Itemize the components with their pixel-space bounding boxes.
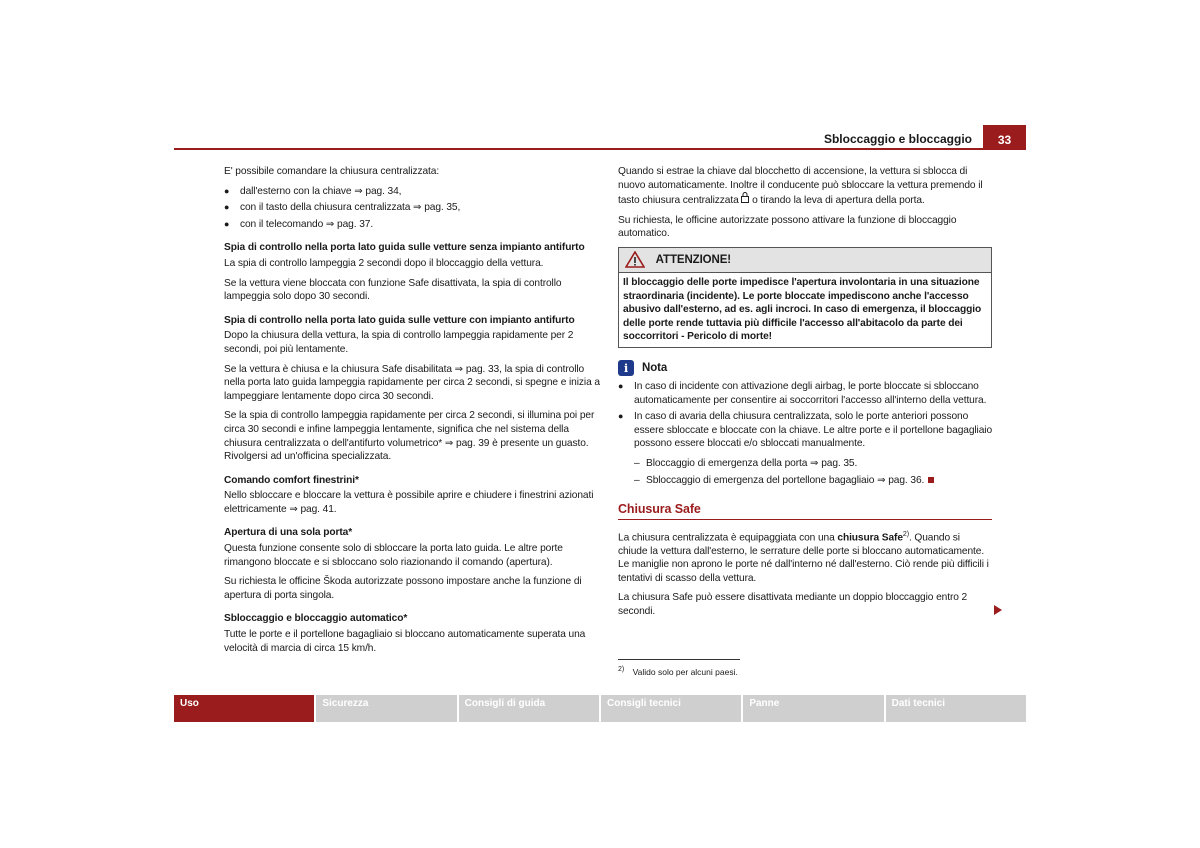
warning-text: Il bloccaggio delle porte impedisce l'apertura involontaria in una situazione straordinaria (incidente). Le porte bloccate impediscono anche l'accesso abusivo dall'esterno, ad es. agli incroci. In caso di emergenza, il bloccaggio delle porte rende tuttavia più difficile l'accesso all'abitacolo da parte dei soccorritori - Pericolo di morte! [619,272,991,347]
list-item: ● dall'esterno con la chiave ⇒ pag. 34, [224,185,600,199]
paragraph: Se la vettura è chiusa e la chiusura Safe disabilitata ⇒ pag. 33, la spia di controllo nella porta lato guida lampeggia rapidamente per circa 2 secondi, si spegne e inizia a lampeggiare lentamente dopo circa 30 secondi. [224,363,600,402]
note-title: Nota [642,361,668,374]
section-heading: Comando comfort finestrini* [224,474,359,486]
paragraph: Questa funzione consente solo di sbloccare la porta lato guida. Le altre porte rimangono bloccate e si sbloccano solo riazionando il comando (apertura). [224,543,563,568]
list-item [618,474,992,488]
method-list [224,185,600,232]
header-rule [174,148,1026,150]
list-item: ● con il telecomando ⇒ pag. 37. [224,218,600,232]
page-number: 33 [983,125,1026,150]
lock-key-icon [741,195,752,206]
paragraph: Dopo la chiusura della vettura, la spia di controllo lampeggia rapidamente per 2 secondi, poi più lentamente. [224,330,574,355]
tab-consigli-tecnici[interactable]: Consigli tecnici [601,695,741,722]
note-sublist [618,457,992,487]
info-icon: i [618,360,634,376]
note-list [618,380,992,451]
paragraph [618,165,992,208]
tab-uso[interactable]: Uso [174,695,314,722]
paragraph [618,528,992,586]
paragraph: Se la vettura viene bloccata con funzione Safe disattivata, la spia di controllo lampeggia solo dopo 30 secondi. [224,277,562,303]
section-heading: Spia di controllo nella porta lato guida sulle vetture senza impianto antifurto [224,242,585,254]
paragraph-part: . Quando si chiude la vettura dall'esterno, le serrature delle porte si bloccano automaticamente. Le maniglie non aprono le porte né dall'interno né dall'esterno. Ciò rende più difficili i tentativi di scasso della vettura. [618,532,989,584]
list-item: ● In caso di incidente con attivazione degli airbag, le porte bloccate si sbloccano automaticamente per consentire ai soccorritori l'accesso all'interno della vettura. [618,380,992,407]
warning-title: ATTENZIONE! [655,253,732,266]
paragraph: La chiusura Safe può essere disattivata mediante un doppio bloccaggio entro 2 secondi. [618,592,968,618]
section-heading: Apertura di una sola porta* [224,527,353,539]
list-item-text: Sbloccaggio di emergenza del portellone bagagliaio ⇒ pag. 36. [646,474,925,486]
footnote-rule [618,659,740,660]
section-heading: Sbloccaggio e bloccaggio automatico* [224,613,408,625]
chapter-tabs [174,695,1026,722]
paragraph-part: Quando si estrae la chiave dal blocchetto di accensione, la vettura si sblocca di nuovo automaticamente. Inoltre il conducente può sbloccare la vettura premendo il tasto chiusura centralizzata [618,166,983,207]
tab-sicurezza[interactable]: Sicurezza [316,695,456,722]
continue-arrow-icon [994,605,1002,615]
warning-box [618,247,992,348]
intro-text: E' possibile comandare la chiusura centralizzata: [224,166,440,177]
right-column [618,165,992,625]
paragraph-part: La chiusura centralizzata è equipaggiata con una [618,532,835,544]
footnote [618,666,738,677]
warning-triangle-icon [625,254,656,266]
list-item: – Bloccaggio di emergenza della porta ⇒ pag. 35. [618,457,992,471]
footnote-mark: 2) [618,666,625,673]
left-column [224,165,600,661]
running-header-title: Sbloccaggio e bloccaggio [823,132,972,146]
tab-consigli-di-guida[interactable]: Consigli di guida [459,695,599,722]
footnote-ref: 2) [902,530,909,538]
paragraph: Tutte le porte e il portellone bagagliaio si bloccano automaticamente superata una velocità di marcia di circa 15 km/h. [224,629,586,654]
paragraph: Se la spia di controllo lampeggia rapidamente per circa 2 secondi, si illumina poi per circa 30 secondi e infine lampeggia lentamente, significa che nel sistema della chiusura centralizzata o dell'antifurto volumetrico* ⇒ pag. 39 è presente un guasto. Rivolgersi ad un'officina specializzata. [224,410,595,463]
end-of-section-icon [928,477,934,483]
paragraph: Nello sbloccare e bloccare la vettura è possibile aprire e chiudere i finestrini azionati elettricamente ⇒ pag. 41. [224,490,594,515]
list-item: ● In caso di avaria della chiusura centralizzata, solo le porte anteriori possono essere sbloccate e bloccate con la chiave. Le altre porte e il portellone bagagliaio possono essere bloccati e/o sbloccati manualmente. [618,410,992,451]
paragraph: Su richiesta le officine Škoda autorizzate possono impostare anche la funzione di apertura di porta singola. [224,576,582,601]
paragraph: La spia di controllo lampeggia 2 secondi dopo il bloccaggio della vettura. [224,257,544,269]
list-item: ● con il tasto della chiusura centralizzata ⇒ pag. 35, [224,201,600,215]
section-heading: Spia di controllo nella porta lato guida sulle vetture con impianto antifurto [224,314,575,326]
section-title: Chiusura Safe [618,503,992,520]
footnote-text: Valido solo per alcuni paesi. [632,666,738,677]
tab-panne[interactable]: Panne [743,695,883,722]
bold-term: chiusura Safe [837,532,903,544]
note-header [618,360,992,376]
paragraph-part: o tirando la leva di apertura della porta. [752,195,925,207]
warning-header [619,248,991,272]
tab-dati-tecnici[interactable]: Dati tecnici [886,695,1026,722]
paragraph: Su richiesta, le officine autorizzate possono attivare la funzione di bloccaggio automatico. [618,214,957,240]
